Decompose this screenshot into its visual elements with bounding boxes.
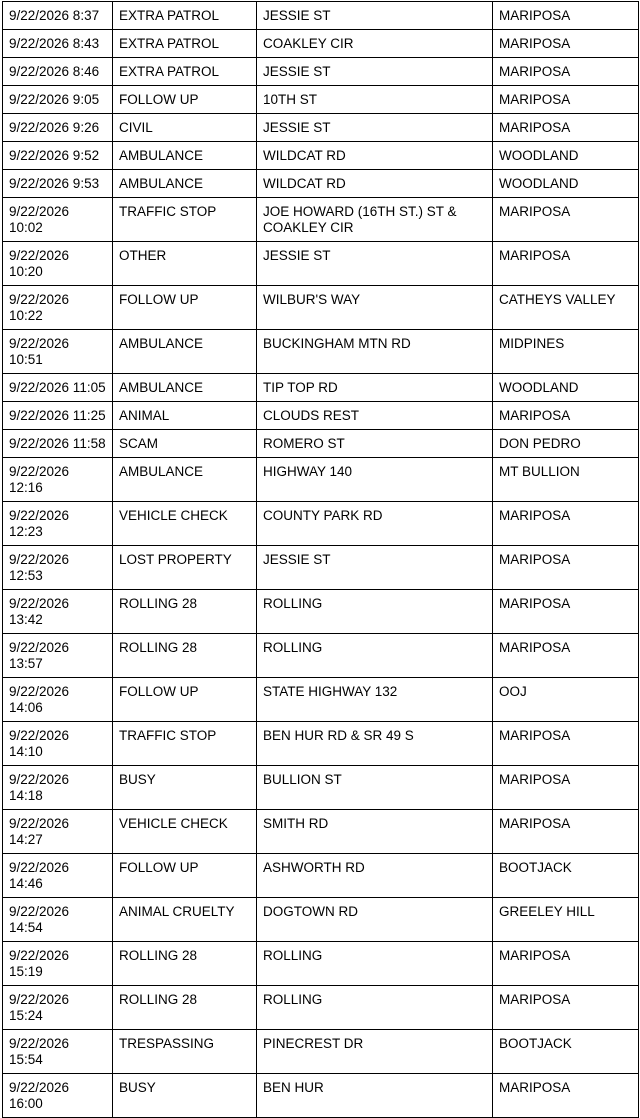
cell-call-type: FOLLOW UP xyxy=(113,286,257,330)
cell-location: ROLLING xyxy=(257,986,493,1030)
cell-call-type: FOLLOW UP xyxy=(113,678,257,722)
cell-call-type: LOST PROPERTY xyxy=(113,546,257,590)
cell-location: JOE HOWARD (16TH ST.) ST & COAKLEY CIR xyxy=(257,198,493,242)
cell-location: ROLLING xyxy=(257,634,493,678)
cell-location: ROLLING xyxy=(257,590,493,634)
cell-area: MARIPOSA xyxy=(493,634,639,678)
cell-datetime: 9/22/2026 10:02 xyxy=(3,198,113,242)
cell-call-type: VEHICLE CHECK xyxy=(113,502,257,546)
cell-datetime: 9/22/2026 15:54 xyxy=(3,1030,113,1074)
cell-area: BOOTJACK xyxy=(493,854,639,898)
cell-datetime: 9/22/2026 9:26 xyxy=(3,114,113,142)
cell-call-type: AMBULANCE xyxy=(113,458,257,502)
cell-call-type: EXTRA PATROL xyxy=(113,58,257,86)
cell-datetime: 9/22/2026 8:37 xyxy=(3,2,113,30)
cell-call-type: BUSY xyxy=(113,1074,257,1118)
cell-datetime: 9/22/2026 9:05 xyxy=(3,86,113,114)
cell-call-type: AMBULANCE xyxy=(113,374,257,402)
cell-area: DON PEDRO xyxy=(493,430,639,458)
table-row xyxy=(3,86,639,114)
cell-area: MARIPOSA xyxy=(493,942,639,986)
cell-location: ASHWORTH RD xyxy=(257,854,493,898)
cell-datetime: 9/22/2026 8:43 xyxy=(3,30,113,58)
cell-location: STATE HIGHWAY 132 xyxy=(257,678,493,722)
cell-area: MARIPOSA xyxy=(493,114,639,142)
cell-call-type: TRAFFIC STOP xyxy=(113,722,257,766)
table-row xyxy=(3,810,639,854)
cell-call-type: ANIMAL xyxy=(113,402,257,430)
cell-location: BEN HUR RD & SR 49 S xyxy=(257,722,493,766)
cell-location: JESSIE ST xyxy=(257,2,493,30)
cell-area: MARIPOSA xyxy=(493,502,639,546)
cell-location: ROLLING xyxy=(257,942,493,986)
cell-location: JESSIE ST xyxy=(257,114,493,142)
cell-location: WILBUR'S WAY xyxy=(257,286,493,330)
cell-datetime: 9/22/2026 15:19 xyxy=(3,942,113,986)
cell-area: MARIPOSA xyxy=(493,198,639,242)
cell-area: WOODLAND xyxy=(493,374,639,402)
cell-area: CATHEYS VALLEY xyxy=(493,286,639,330)
cell-datetime: 9/22/2026 15:24 xyxy=(3,986,113,1030)
cell-area: GREELEY HILL xyxy=(493,898,639,942)
cell-area: WOODLAND xyxy=(493,142,639,170)
cell-datetime: 9/22/2026 14:54 xyxy=(3,898,113,942)
table-row xyxy=(3,170,639,198)
cell-datetime: 9/22/2026 11:58 xyxy=(3,430,113,458)
cell-location: JESSIE ST xyxy=(257,546,493,590)
cell-area: MARIPOSA xyxy=(493,590,639,634)
cell-area: MIDPINES xyxy=(493,330,639,374)
cell-call-type: OTHER xyxy=(113,242,257,286)
cell-location: JESSIE ST xyxy=(257,242,493,286)
cell-call-type: ROLLING 28 xyxy=(113,634,257,678)
cell-datetime: 9/22/2026 10:51 xyxy=(3,330,113,374)
cell-location: BEN HUR xyxy=(257,1074,493,1118)
table-row xyxy=(3,374,639,402)
cell-area: MARIPOSA xyxy=(493,810,639,854)
table-row xyxy=(3,942,639,986)
table-row xyxy=(3,58,639,86)
cell-call-type: EXTRA PATROL xyxy=(113,2,257,30)
table-row xyxy=(3,1074,639,1118)
call-log-table xyxy=(2,1,639,1118)
cell-datetime: 9/22/2026 14:18 xyxy=(3,766,113,810)
table-row xyxy=(3,590,639,634)
table-row xyxy=(3,242,639,286)
cell-datetime: 9/22/2026 9:52 xyxy=(3,142,113,170)
cell-area: MARIPOSA xyxy=(493,30,639,58)
cell-call-type: AMBULANCE xyxy=(113,142,257,170)
cell-datetime: 9/22/2026 14:06 xyxy=(3,678,113,722)
table-row xyxy=(3,1030,639,1074)
cell-location: COAKLEY CIR xyxy=(257,30,493,58)
table-row xyxy=(3,634,639,678)
cell-location: JESSIE ST xyxy=(257,58,493,86)
cell-call-type: ROLLING 28 xyxy=(113,590,257,634)
cell-datetime: 9/22/2026 9:53 xyxy=(3,170,113,198)
cell-area: MARIPOSA xyxy=(493,58,639,86)
cell-location: WILDCAT RD xyxy=(257,170,493,198)
cell-location: WILDCAT RD xyxy=(257,142,493,170)
cell-location: TIP TOP RD xyxy=(257,374,493,402)
cell-location: BUCKINGHAM MTN RD xyxy=(257,330,493,374)
cell-datetime: 9/22/2026 13:42 xyxy=(3,590,113,634)
cell-datetime: 9/22/2026 14:27 xyxy=(3,810,113,854)
table-row xyxy=(3,898,639,942)
cell-datetime: 9/22/2026 11:05 xyxy=(3,374,113,402)
cell-datetime: 9/22/2026 10:22 xyxy=(3,286,113,330)
table-row xyxy=(3,330,639,374)
cell-datetime: 9/22/2026 16:00 xyxy=(3,1074,113,1118)
cell-datetime: 9/22/2026 13:57 xyxy=(3,634,113,678)
cell-area: MARIPOSA xyxy=(493,986,639,1030)
table-row xyxy=(3,458,639,502)
table-row xyxy=(3,198,639,242)
cell-area: MARIPOSA xyxy=(493,242,639,286)
call-log-body xyxy=(3,2,639,1118)
cell-area: OOJ xyxy=(493,678,639,722)
cell-call-type: FOLLOW UP xyxy=(113,854,257,898)
table-row xyxy=(3,286,639,330)
cell-datetime: 9/22/2026 14:10 xyxy=(3,722,113,766)
cell-area: MT BULLION xyxy=(493,458,639,502)
table-row xyxy=(3,678,639,722)
table-row xyxy=(3,986,639,1030)
table-row xyxy=(3,402,639,430)
cell-area: WOODLAND xyxy=(493,170,639,198)
cell-area: MARIPOSA xyxy=(493,766,639,810)
cell-area: MARIPOSA xyxy=(493,1074,639,1118)
cell-call-type: EXTRA PATROL xyxy=(113,30,257,58)
cell-area: MARIPOSA xyxy=(493,2,639,30)
table-row xyxy=(3,142,639,170)
cell-call-type: BUSY xyxy=(113,766,257,810)
cell-area: MARIPOSA xyxy=(493,722,639,766)
cell-area: MARIPOSA xyxy=(493,86,639,114)
table-row xyxy=(3,2,639,30)
table-row xyxy=(3,430,639,458)
cell-location: PINECREST DR xyxy=(257,1030,493,1074)
cell-area: BOOTJACK xyxy=(493,1030,639,1074)
cell-call-type: ROLLING 28 xyxy=(113,942,257,986)
table-row xyxy=(3,722,639,766)
cell-datetime: 9/22/2026 14:46 xyxy=(3,854,113,898)
cell-call-type: AMBULANCE xyxy=(113,170,257,198)
cell-call-type: ROLLING 28 xyxy=(113,986,257,1030)
table-row xyxy=(3,114,639,142)
cell-location: COUNTY PARK RD xyxy=(257,502,493,546)
cell-call-type: FOLLOW UP xyxy=(113,86,257,114)
cell-datetime: 9/22/2026 12:53 xyxy=(3,546,113,590)
cell-datetime: 9/22/2026 12:23 xyxy=(3,502,113,546)
cell-call-type: TRESPASSING xyxy=(113,1030,257,1074)
cell-location: 10TH ST xyxy=(257,86,493,114)
cell-datetime: 9/22/2026 12:16 xyxy=(3,458,113,502)
table-row xyxy=(3,766,639,810)
cell-location: SMITH RD xyxy=(257,810,493,854)
cell-location: BULLION ST xyxy=(257,766,493,810)
cell-datetime: 9/22/2026 10:20 xyxy=(3,242,113,286)
cell-datetime: 9/22/2026 8:46 xyxy=(3,58,113,86)
cell-call-type: TRAFFIC STOP xyxy=(113,198,257,242)
cell-location: HIGHWAY 140 xyxy=(257,458,493,502)
table-row xyxy=(3,854,639,898)
cell-location: DOGTOWN RD xyxy=(257,898,493,942)
cell-call-type: ANIMAL CRUELTY xyxy=(113,898,257,942)
table-row xyxy=(3,546,639,590)
cell-call-type: CIVIL xyxy=(113,114,257,142)
cell-call-type: VEHICLE CHECK xyxy=(113,810,257,854)
cell-datetime: 9/22/2026 11:25 xyxy=(3,402,113,430)
cell-call-type: SCAM xyxy=(113,430,257,458)
cell-area: MARIPOSA xyxy=(493,402,639,430)
cell-location: CLOUDS REST xyxy=(257,402,493,430)
cell-call-type: AMBULANCE xyxy=(113,330,257,374)
table-row xyxy=(3,502,639,546)
cell-area: MARIPOSA xyxy=(493,546,639,590)
cell-location: ROMERO ST xyxy=(257,430,493,458)
table-row xyxy=(3,30,639,58)
